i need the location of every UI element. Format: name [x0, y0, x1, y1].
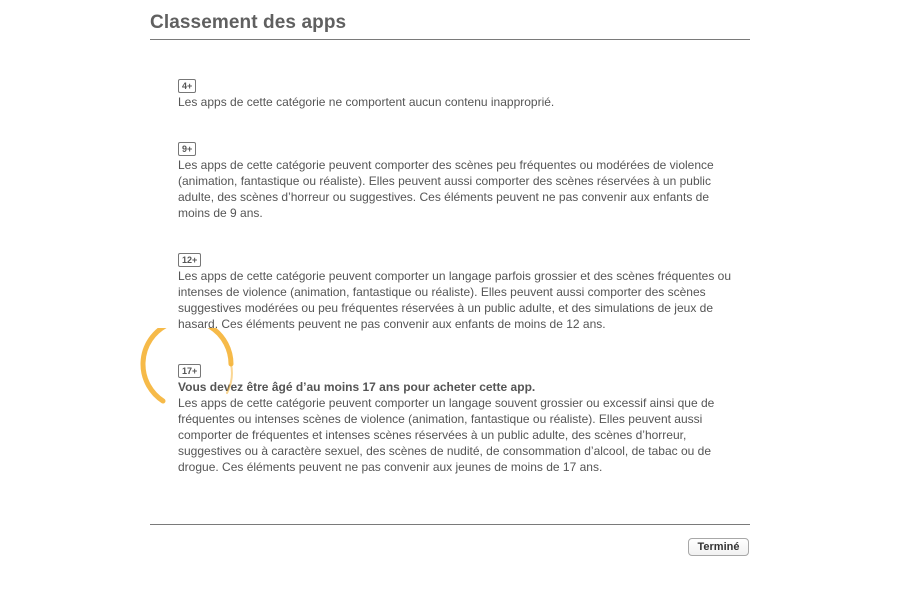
rating-description-4plus: Les apps de cette catégorie ne comportent aucun contenu inapproprié.	[178, 95, 555, 109]
age-restriction-warning: Vous devez être âgé d’au moins 17 ans pour acheter cette app.	[178, 380, 536, 394]
done-button[interactable]: Terminé	[688, 538, 749, 556]
rating-description-12plus: Les apps de cette catégorie peuvent comporter un langage parfois grossier et des scènes fréquentes ou intenses de violence (animation, fantastique ou réaliste). Elles peuvent aussi comporter des scènes suggestives modérées ou peu fréquentes réservées à un public adulte, et des simulations de jeux de hasard. Ces éléments peuvent ne pas convenir aux enfants de moins de 12 ans.	[178, 269, 732, 331]
page-title: Classement des apps	[150, 12, 347, 33]
age-badge-9plus: 9+	[178, 142, 196, 156]
age-badge-4plus: 4+	[178, 79, 196, 93]
footer-divider	[150, 524, 750, 525]
age-badge-12plus: 12+	[178, 253, 201, 267]
rating-item-9plus	[178, 139, 738, 221]
rating-item-12plus	[178, 250, 738, 332]
rating-item-17plus	[178, 361, 738, 475]
rating-description-9plus: Les apps de cette catégorie peuvent comporter des scènes peu fréquentes ou modérées de violence (animation, fantastique ou réaliste). Elles peuvent aussi comporter des scènes réservées à un public adulte, des scènes d’horreur ou suggestives. Ces éléments peuvent ne pas convenir aux enfants de moins de 9 ans.	[178, 158, 714, 220]
rating-description-17plus: Les apps de cette catégorie peuvent comporter un langage souvent grossier ou excessif ainsi que de fréquentes ou intenses scènes de violence (animation, fantastique ou réaliste). Elles peuvent aussi comporter de fréquentes et intenses scènes réservées à un public adulte, des scènes d’horreur, suggestives ou à caractère sexuel, des scènes de nudité, de consommation d’alcool, de tabac ou de drogue. Ces éléments peuvent ne pas convenir aux jeunes de moins de 17 ans.	[178, 396, 715, 474]
title-divider	[150, 39, 750, 40]
age-badge-17plus: 17+	[178, 364, 201, 378]
rating-item-4plus	[178, 76, 738, 110]
